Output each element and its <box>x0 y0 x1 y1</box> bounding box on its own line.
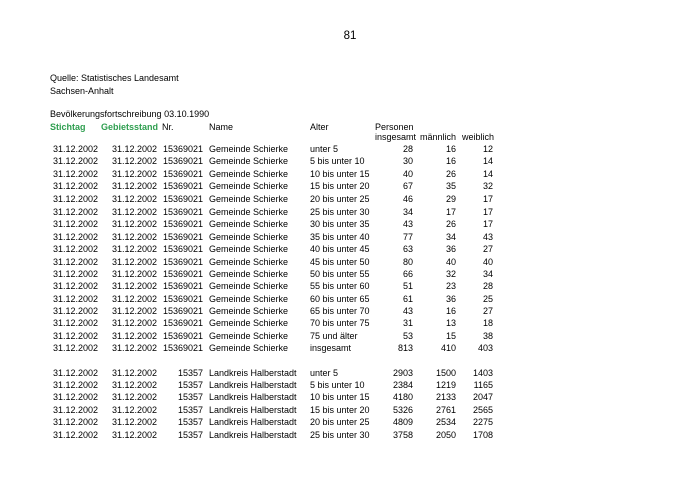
cell-maennlich: 1500 <box>435 367 456 378</box>
cell-nr: 15357 <box>177 380 203 391</box>
cell-nr: 15369021 <box>162 181 203 192</box>
cell-alter: 70 bis unter 75 <box>310 318 370 329</box>
cell-weiblich: 14 <box>482 168 493 179</box>
cell-gebietsstand: 31.12.2002 <box>111 168 157 179</box>
table-row <box>0 330 700 342</box>
cell-maennlich: 26 <box>445 219 456 230</box>
cell-name: Gemeinde Schierke <box>209 318 289 329</box>
cell-weiblich: 17 <box>482 193 493 204</box>
cell-weiblich: 32 <box>482 181 493 192</box>
cell-name: Gemeinde Schierke <box>209 219 289 230</box>
source-note <box>50 72 179 98</box>
cell-alter: 15 bis unter 20 <box>310 181 370 192</box>
cell-maennlich: 35 <box>445 181 456 192</box>
cell-stichtag: 31.12.2002 <box>52 231 98 242</box>
cell-alter: 20 bis unter 25 <box>310 417 370 428</box>
table-row <box>0 218 700 230</box>
cell-weiblich: 1708 <box>472 429 493 440</box>
table-row <box>0 256 700 268</box>
cell-alter: 30 bis unter 35 <box>310 219 370 230</box>
cell-alter: 15 bis unter 20 <box>310 404 370 415</box>
cell-stichtag: 31.12.2002 <box>52 404 98 415</box>
cell-insgesamt: 46 <box>402 193 413 204</box>
cell-name: Gemeinde Schierke <box>209 281 289 292</box>
cell-name: Gemeinde Schierke <box>209 168 289 179</box>
cell-insgesamt: 40 <box>402 168 413 179</box>
column-header-insgesamt: insgesamt <box>375 132 417 142</box>
cell-nr: 15357 <box>177 392 203 403</box>
cell-nr: 15369021 <box>162 318 203 329</box>
cell-weiblich: 14 <box>482 156 493 167</box>
cell-name: Gemeinde Schierke <box>209 306 289 317</box>
cell-maennlich: 16 <box>445 156 456 167</box>
cell-insgesamt: 5326 <box>392 404 413 415</box>
cell-stichtag: 31.12.2002 <box>52 244 98 255</box>
table-row <box>0 305 700 317</box>
page-number: 81 <box>343 30 357 42</box>
cell-alter: 25 bis unter 30 <box>310 429 370 440</box>
cell-weiblich: 1403 <box>472 367 493 378</box>
cell-weiblich: 40 <box>482 256 493 267</box>
cell-gebietsstand: 31.12.2002 <box>111 256 157 267</box>
cell-stichtag: 31.12.2002 <box>52 367 98 378</box>
table-row <box>0 391 700 403</box>
cell-stichtag: 31.12.2002 <box>52 318 98 329</box>
table-row <box>0 168 700 180</box>
cell-nr: 15369021 <box>162 206 203 217</box>
cell-alter: 25 bis unter 30 <box>310 206 370 217</box>
cell-maennlich: 2050 <box>435 429 456 440</box>
cell-maennlich: 16 <box>445 144 456 154</box>
table-row <box>0 206 700 218</box>
cell-nr: 15369021 <box>162 268 203 279</box>
cell-alter: insgesamt <box>310 343 352 354</box>
table-subheader-row <box>0 131 700 143</box>
cell-maennlich: 13 <box>445 318 456 329</box>
cell-name: Gemeinde Schierke <box>209 206 289 217</box>
column-header-weiblich: weiblich <box>462 132 495 142</box>
cell-nr: 15369021 <box>162 219 203 230</box>
cell-name: Gemeinde Schierke <box>209 156 289 167</box>
cell-weiblich: 2047 <box>472 392 493 403</box>
cell-gebietsstand: 31.12.2002 <box>111 193 157 204</box>
cell-nr: 15369021 <box>162 343 203 354</box>
cell-gebietsstand: 31.12.2002 <box>111 268 157 279</box>
cell-stichtag: 31.12.2002 <box>52 193 98 204</box>
cell-insgesamt: 51 <box>402 281 413 292</box>
column-header-alter: Alter <box>310 122 329 132</box>
cell-name: Gemeinde Schierke <box>209 343 289 354</box>
cell-nr: 15369021 <box>162 306 203 317</box>
cell-insgesamt: 67 <box>402 181 413 192</box>
cell-maennlich: 29 <box>445 193 456 204</box>
cell-gebietsstand: 31.12.2002 <box>111 306 157 317</box>
cell-insgesamt: 66 <box>402 268 413 279</box>
column-header-nr: Nr. <box>162 122 174 132</box>
cell-nr: 15369021 <box>162 293 203 304</box>
cell-alter: 10 bis unter 15 <box>310 168 370 179</box>
cell-stichtag: 31.12.2002 <box>52 144 98 154</box>
table-row <box>0 416 700 428</box>
cell-name: Gemeinde Schierke <box>209 256 289 267</box>
cell-insgesamt: 80 <box>402 256 413 267</box>
cell-weiblich: 27 <box>482 244 493 255</box>
source-line-1: Quelle: Statistisches Landesamt <box>50 73 179 83</box>
cell-name: Gemeinde Schierke <box>209 144 289 154</box>
cell-name: Gemeinde Schierke <box>209 231 289 242</box>
cell-stichtag: 31.12.2002 <box>52 256 98 267</box>
cell-stichtag: 31.12.2002 <box>52 206 98 217</box>
table-row <box>0 293 700 305</box>
cell-insgesamt: 63 <box>402 244 413 255</box>
cell-nr: 15369021 <box>162 330 203 341</box>
table-row <box>0 379 700 391</box>
cell-name: Landkreis Halberstadt <box>209 367 297 378</box>
cell-name: Landkreis Halberstadt <box>209 429 297 440</box>
cell-name: Gemeinde Schierke <box>209 244 289 255</box>
cell-maennlich: 34 <box>445 231 456 242</box>
cell-nr: 15369021 <box>162 193 203 204</box>
cell-maennlich: 2133 <box>435 392 456 403</box>
cell-gebietsstand: 31.12.2002 <box>111 330 157 341</box>
column-header-gebietsstand: Gebietsstand <box>101 122 159 132</box>
cell-stichtag: 31.12.2002 <box>52 293 98 304</box>
cell-nr: 15369021 <box>162 144 203 154</box>
cell-weiblich: 12 <box>482 144 493 154</box>
cell-insgesamt: 43 <box>402 306 413 317</box>
source-line-2: Sachsen-Anhalt <box>50 86 114 96</box>
cell-maennlich: 410 <box>440 343 456 354</box>
column-header-personen: Personen <box>375 122 414 132</box>
column-header-name: Name <box>209 122 234 132</box>
cell-gebietsstand: 31.12.2002 <box>111 281 157 292</box>
cell-weiblich: 27 <box>482 306 493 317</box>
cell-stichtag: 31.12.2002 <box>52 219 98 230</box>
table-row <box>0 193 700 205</box>
cell-gebietsstand: 31.12.2002 <box>111 144 157 154</box>
cell-gebietsstand: 31.12.2002 <box>111 343 157 354</box>
table-body <box>0 143 700 441</box>
cell-alter: 10 bis unter 15 <box>310 392 370 403</box>
cell-nr: 15357 <box>177 429 203 440</box>
cell-maennlich: 36 <box>445 244 456 255</box>
cell-insgesamt: 31 <box>402 318 413 329</box>
cell-name: Gemeinde Schierke <box>209 268 289 279</box>
cell-weiblich: 2565 <box>472 404 493 415</box>
cell-name: Landkreis Halberstadt <box>209 417 297 428</box>
cell-gebietsstand: 31.12.2002 <box>111 219 157 230</box>
cell-maennlich: 40 <box>445 256 456 267</box>
cell-insgesamt: 4180 <box>392 392 413 403</box>
cell-weiblich: 38 <box>482 330 493 341</box>
column-header-maennlich: männlich <box>420 132 457 142</box>
cell-nr: 15369021 <box>162 256 203 267</box>
cell-maennlich: 15 <box>445 330 456 341</box>
cell-stichtag: 31.12.2002 <box>52 306 98 317</box>
cell-stichtag: 31.12.2002 <box>52 181 98 192</box>
cell-stichtag: 31.12.2002 <box>52 343 98 354</box>
cell-insgesamt: 813 <box>397 343 413 354</box>
table-row <box>0 268 700 280</box>
cell-name: Landkreis Halberstadt <box>209 380 297 391</box>
cell-stichtag: 31.12.2002 <box>52 330 98 341</box>
cell-nr: 15369021 <box>162 281 203 292</box>
table-row <box>0 231 700 243</box>
cell-alter: 5 bis unter 10 <box>310 156 365 167</box>
cell-alter: 40 bis unter 45 <box>310 244 370 255</box>
cell-maennlich: 36 <box>445 293 456 304</box>
cell-stichtag: 31.12.2002 <box>52 156 98 167</box>
cell-name: Landkreis Halberstadt <box>209 404 297 415</box>
cell-maennlich: 1219 <box>435 380 456 391</box>
table-heading: Bevölkerungsfortschreibung 03.10.1990 <box>50 109 210 119</box>
column-header-stichtag: Stichtag <box>50 122 86 132</box>
cell-name: Gemeinde Schierke <box>209 330 289 341</box>
table-row <box>0 143 700 155</box>
cell-alter: 45 bis unter 50 <box>310 256 370 267</box>
cell-maennlich: 16 <box>445 306 456 317</box>
cell-name: Gemeinde Schierke <box>209 193 289 204</box>
table-row <box>0 155 700 167</box>
cell-alter: 75 und älter <box>310 330 358 341</box>
cell-gebietsstand: 31.12.2002 <box>111 293 157 304</box>
cell-alter: 50 bis unter 55 <box>310 268 370 279</box>
cell-insgesamt: 34 <box>402 206 413 217</box>
cell-weiblich: 18 <box>482 318 493 329</box>
cell-gebietsstand: 31.12.2002 <box>111 367 157 378</box>
cell-alter: unter 5 <box>310 144 339 154</box>
cell-gebietsstand: 31.12.2002 <box>111 380 157 391</box>
table-row <box>0 342 700 354</box>
cell-maennlich: 26 <box>445 168 456 179</box>
cell-alter: 55 bis unter 60 <box>310 281 370 292</box>
cell-alter: 20 bis unter 25 <box>310 193 370 204</box>
cell-stichtag: 31.12.2002 <box>52 392 98 403</box>
cell-weiblich: 25 <box>482 293 493 304</box>
cell-alter: unter 5 <box>310 367 339 378</box>
cell-nr: 15369021 <box>162 168 203 179</box>
cell-gebietsstand: 31.12.2002 <box>111 429 157 440</box>
cell-gebietsstand: 31.12.2002 <box>111 417 157 428</box>
cell-gebietsstand: 31.12.2002 <box>111 231 157 242</box>
cell-weiblich: 2275 <box>472 417 493 428</box>
cell-nr: 15357 <box>177 367 203 378</box>
cell-gebietsstand: 31.12.2002 <box>111 244 157 255</box>
cell-insgesamt: 28 <box>402 144 413 154</box>
cell-gebietsstand: 31.12.2002 <box>111 206 157 217</box>
cell-weiblich: 1165 <box>473 380 493 391</box>
table-row <box>0 280 700 292</box>
cell-alter: 35 bis unter 40 <box>310 231 370 242</box>
cell-stichtag: 31.12.2002 <box>52 168 98 179</box>
cell-name: Gemeinde Schierke <box>209 293 289 304</box>
cell-maennlich: 17 <box>445 206 456 217</box>
cell-weiblich: 43 <box>482 231 493 242</box>
cell-maennlich: 2761 <box>435 404 456 415</box>
table-row <box>0 243 700 255</box>
cell-alter: 60 bis unter 65 <box>310 293 370 304</box>
cell-nr: 15369021 <box>162 244 203 255</box>
table-row <box>0 367 700 379</box>
cell-nr: 15369021 <box>162 231 203 242</box>
table-row <box>0 180 700 192</box>
cell-nr: 15357 <box>177 404 203 415</box>
cell-stichtag: 31.12.2002 <box>52 417 98 428</box>
cell-gebietsstand: 31.12.2002 <box>111 318 157 329</box>
cell-insgesamt: 4809 <box>392 417 413 428</box>
cell-alter: 5 bis unter 10 <box>310 380 365 391</box>
table-row <box>0 317 700 329</box>
cell-weiblich: 28 <box>482 281 493 292</box>
cell-stichtag: 31.12.2002 <box>52 281 98 292</box>
cell-gebietsstand: 31.12.2002 <box>111 181 157 192</box>
cell-insgesamt: 77 <box>402 231 413 242</box>
cell-gebietsstand: 31.12.2002 <box>111 404 157 415</box>
cell-name: Gemeinde Schierke <box>209 181 289 192</box>
cell-weiblich: 17 <box>482 206 493 217</box>
cell-insgesamt: 2384 <box>392 380 413 391</box>
cell-insgesamt: 2903 <box>392 367 413 378</box>
cell-nr: 15369021 <box>162 156 203 167</box>
cell-weiblich: 34 <box>482 268 493 279</box>
table-row <box>0 429 700 441</box>
cell-alter: 65 bis unter 70 <box>310 306 370 317</box>
cell-insgesamt: 61 <box>402 293 413 304</box>
cell-stichtag: 31.12.2002 <box>52 268 98 279</box>
cell-gebietsstand: 31.12.2002 <box>111 392 157 403</box>
cell-insgesamt: 53 <box>402 330 413 341</box>
cell-maennlich: 32 <box>445 268 456 279</box>
cell-nr: 15357 <box>177 417 203 428</box>
cell-insgesamt: 43 <box>402 219 413 230</box>
cell-weiblich: 403 <box>477 343 493 354</box>
table-row <box>0 404 700 416</box>
cell-maennlich: 2534 <box>435 417 456 428</box>
cell-gebietsstand: 31.12.2002 <box>111 156 157 167</box>
cell-maennlich: 23 <box>445 281 456 292</box>
cell-stichtag: 31.12.2002 <box>52 429 98 440</box>
cell-insgesamt: 30 <box>402 156 413 167</box>
cell-name: Landkreis Halberstadt <box>209 392 297 403</box>
cell-stichtag: 31.12.2002 <box>52 380 98 391</box>
cell-insgesamt: 3758 <box>392 429 413 440</box>
cell-weiblich: 17 <box>482 219 493 230</box>
